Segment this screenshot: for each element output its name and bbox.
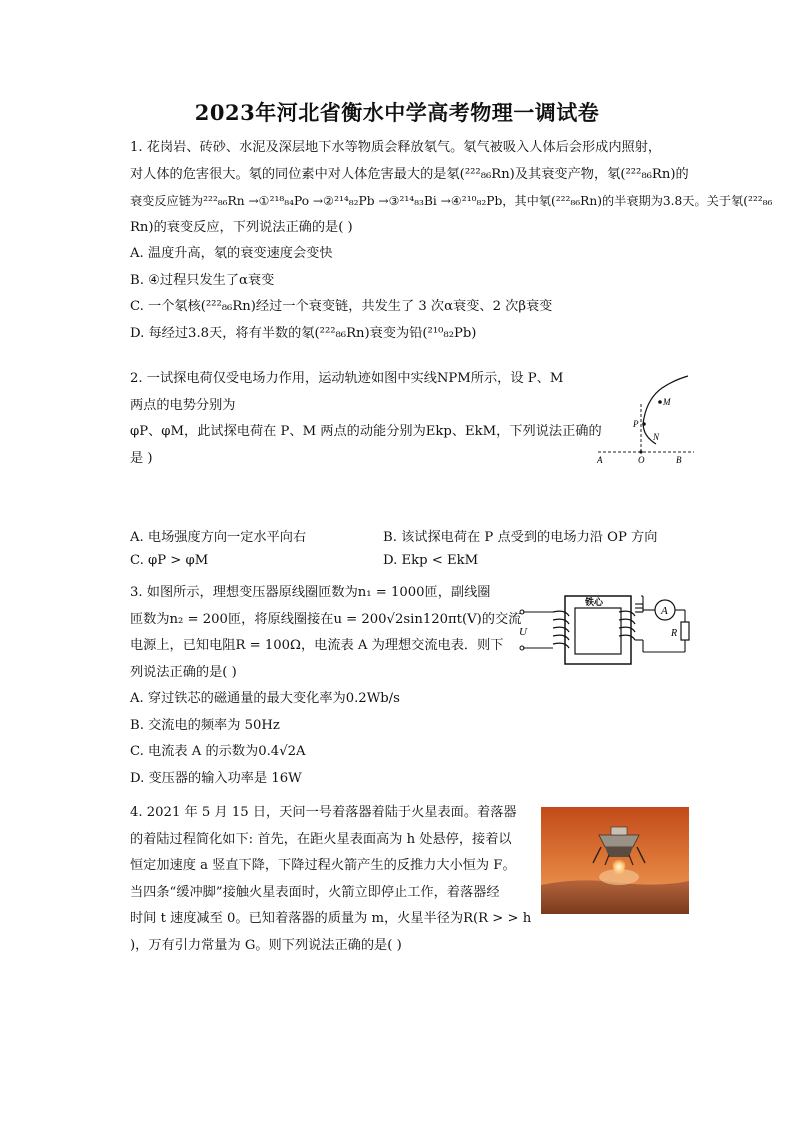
trajectory-curve [643,376,688,444]
point-o [639,450,642,453]
q2-option-c: C. φP > φM [130,553,209,568]
page-title: 2023年河北省衡水中学高考物理一调试卷 [194,100,600,125]
q2-line-3: φP、φM，此试探电荷在 P、M 两点的动能分别为Ekp、EkM，下列说法正确的 [130,424,602,439]
label-b: B [676,455,682,465]
mars-ground [541,880,689,914]
source-label: U [519,626,527,638]
lander-body [599,835,639,847]
label-a: A [597,455,603,465]
q4-line-4: 当四条“缓冲脚”接触火星表面时，火箭立即停止工作，着落器经 [130,884,500,900]
question-3 [130,580,521,792]
q2-line-4: 是 ) [130,450,153,466]
core-label: 铁心 [585,598,604,608]
iron-core-inner [575,608,621,654]
q4-line-6: )，万有引力常量为 G。则下列说法正确的是( ) [130,937,402,953]
q2-line-1: 2. 一试探电荷仅受电场力作用，运动轨迹如图中实线NPM所示，设 P、M [130,371,564,386]
q1-option-c: C. 一个氡核(²²²₈₆Rn)经过一个衰变链，共发生了 3 次α衰变、2 次β衰变 [130,299,553,314]
resistor [681,622,689,640]
mars-lander-photo [541,807,689,914]
q1-option-b: B. ④过程只发生了α衰变 [130,272,275,288]
q4-line-5: 时间 t 速度减至 0。已知着落器的质量为 m，火星半径为R(R > > h [130,911,532,926]
question-2 [130,366,602,472]
q2-option-d: D. Ekp < EkM [383,553,479,568]
primary-coil [553,611,569,648]
q3-line-4: 列说法正确的是( ) [130,664,237,680]
q1-line-2: 对人体的危害很大。氡的同位素中对人体危害最大的是氡(²²²₈₆Rn)及其衰变产物，氡(²²²₈₆Rn)的 [130,166,689,182]
point-p [642,422,646,426]
label-p: P [633,419,639,429]
q1-line-4: Rn)的衰变反应，下列说法正确的是( ) [130,219,353,235]
q3-option-b: B. 交流电的频率为 50Hz [130,717,280,733]
label-m: M [663,397,671,407]
q2-line-2: 两点的电势分别为 [130,397,236,413]
q3-option-d: D. 变压器的输入功率是 16W [130,770,302,786]
q2-trajectory-figure [590,374,700,466]
q4-line-1: 4. 2021 年 5 月 15 日，天问一号着落器着陆于火星表面。着落器 [130,805,517,820]
q3-line-3: 电源上，已知电阻R = 100Ω，电流表 A 为理想交流电表．则下 [130,638,504,653]
q2-option-a: A. 电场强度方向一定水平向右 [130,530,307,545]
q3-line-1: 3. 如图所示，理想变压器原线圈匝数为n₁ = 1000匝，副线圈 [130,585,491,600]
q3-option-a: A. 穿过铁芯的磁通量的最大变化率为0.2Wb/s [130,691,400,706]
question-1 [130,135,772,347]
q1-option-d: D. 每经过3.8天，将有半数的氡(²²²₈₆Rn)衰变为铅(²¹⁰₈₂Pb) [130,325,477,341]
label-o: O [638,455,645,465]
q3-line-2: 匝数为n₂ = 200匝，将原线圈接在u = 200√2sin120πt(V)的交流 [130,611,522,627]
lander-top [611,827,627,835]
q1-line-3: 衰变反应链为²²²₈₆Rn →①²¹⁸₈₄Po →②²¹⁴₈₂Pb →③²¹⁴₈₃Bi →④²¹⁰₈₂Pb，其中氡(²²²₈₆Rn)的半衰期为3.8天。关于氡(²²²₈₆ [130,194,773,208]
label-n: N [653,432,660,442]
q4-line-2: 的着陆过程简化如下: 首先，在距火星表面高为 h 处悬停，接着以 [130,831,512,847]
q1-option-a: A. 温度升高，氡的衰变速度会变快 [130,246,333,261]
question-4 [130,800,531,959]
point-m [658,400,662,404]
resistor-label: R [671,628,678,639]
q3-option-c: C. 电流表 A 的示数为0.4√2A [130,744,306,759]
ammeter-label: A [661,605,668,617]
q2-option-b: B. 该试探电荷在 P 点受到的电场力沿 OP 方向 [383,530,658,545]
q1-line-1: 1. 花岗岩、砖砂、水泥及深层地下水等物质会释放氡气。氡气被吸入人体后会形成内照射， [130,140,662,155]
q3-transformer-figure [515,586,695,678]
q4-line-3: 恒定加速度 a 竖直下降，下降过程火箭产生的反推力大小恒为 F。 [130,858,516,873]
